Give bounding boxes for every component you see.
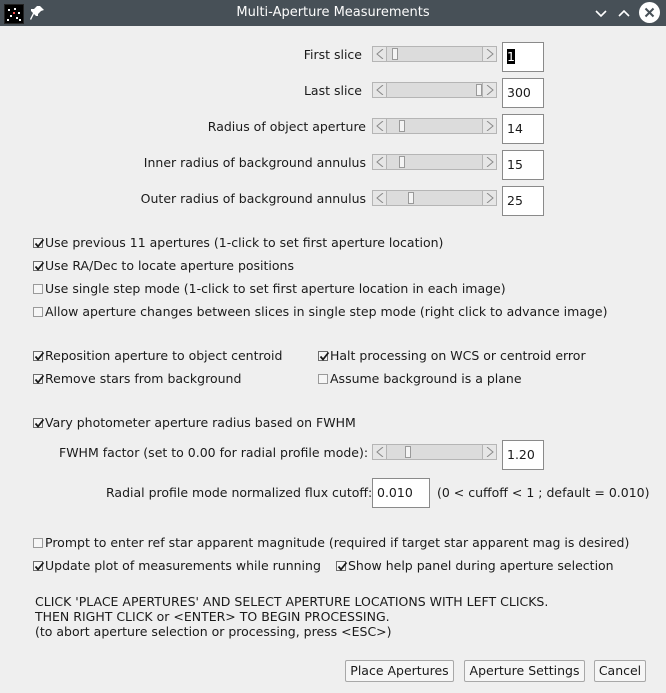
checkbox-box[interactable] <box>33 418 43 428</box>
checkmark-icon <box>34 261 45 272</box>
checkbox-box[interactable] <box>33 238 43 248</box>
outer-radius-slider[interactable] <box>372 190 497 206</box>
slider-right-arrow-icon[interactable] <box>482 47 496 61</box>
slider-thumb[interactable] <box>399 156 405 168</box>
checkbox-box[interactable] <box>318 374 328 384</box>
checkmark-icon <box>34 238 45 249</box>
slider-thumb[interactable] <box>405 446 411 458</box>
last-slice-field[interactable]: 300 <box>502 78 544 108</box>
minimize-icon[interactable] <box>591 3 611 23</box>
slider-right-arrow-icon[interactable] <box>482 119 496 133</box>
instruction-line-3: (to abort aperture selection or processing, press <ESC>) <box>35 624 392 639</box>
checkmark-icon <box>34 351 45 362</box>
radial-cutoff-hint: (0 < cuffoff < 1 ; default = 0.010) <box>437 485 650 500</box>
place-apertures-button[interactable]: Place Apertures <box>345 660 454 682</box>
checkbox-label: Allow aperture changes between slices in single step mode (right click to advance image) <box>45 304 608 319</box>
radial-cutoff-field[interactable]: 0.010 <box>372 478 430 508</box>
inner-radius-slider[interactable] <box>372 154 497 170</box>
checkbox-label: Vary photometer aperture radius based on FWHM <box>45 415 356 430</box>
aperture-settings-button[interactable]: Aperture Settings <box>464 660 585 682</box>
instruction-line-1: CLICK 'PLACE APERTURES' AND SELECT APERTURE LOCATIONS WITH LEFT CLICKS. <box>35 594 549 609</box>
maximize-icon[interactable] <box>614 3 634 23</box>
first-slice-field[interactable]: 1 <box>502 42 544 72</box>
inner-radius-field[interactable]: 15 <box>502 150 544 180</box>
checkbox-label: Remove stars from background <box>45 371 242 386</box>
slider-left-arrow-icon[interactable] <box>373 445 387 459</box>
instruction-line-2: THEN RIGHT CLICK or <ENTER> TO BEGIN PROCESSING. <box>35 609 390 624</box>
checkmark-icon <box>34 418 45 429</box>
checkbox-label: Halt processing on WCS or centroid error <box>330 348 586 363</box>
fwhm-slider[interactable] <box>372 444 497 460</box>
slider-right-arrow-icon[interactable] <box>482 445 496 459</box>
radial-cutoff-label: Radial profile mode normalized flux cutoff: <box>106 485 373 500</box>
checkbox-label: Reposition aperture to object centroid <box>45 348 283 363</box>
inner-radius-label: Inner radius of background annulus <box>143 155 366 170</box>
radius-object-field[interactable]: 14 <box>502 114 544 144</box>
first-slice-slider[interactable] <box>372 46 497 62</box>
checkbox-label: Use RA/Dec to locate aperture positions <box>45 258 294 273</box>
radius-object-slider[interactable] <box>372 118 497 134</box>
slider-left-arrow-icon[interactable] <box>373 155 387 169</box>
checkmark-icon <box>34 561 45 572</box>
checkbox-label: Use previous 11 apertures (1-click to set first aperture location) <box>45 235 444 250</box>
last-slice-slider[interactable] <box>372 82 497 98</box>
slider-thumb[interactable] <box>399 120 405 132</box>
slider-thumb[interactable] <box>408 192 414 204</box>
checkbox-label: Use single step mode (1-click to set first aperture location in each image) <box>45 281 506 296</box>
outer-radius-label: Outer radius of background annulus <box>140 191 366 206</box>
slider-left-arrow-icon[interactable] <box>373 47 387 61</box>
close-button[interactable] <box>639 2 660 23</box>
checkbox-label: Prompt to enter ref star apparent magnitude (required if target star apparent mag is desired) <box>45 535 630 550</box>
outer-radius-field[interactable]: 25 <box>502 186 544 216</box>
checkbox-label: Assume background is a plane <box>330 371 522 386</box>
fwhm-field[interactable]: 1.20 <box>502 440 544 470</box>
slider-left-arrow-icon[interactable] <box>373 83 387 97</box>
checkbox-box[interactable] <box>336 561 346 571</box>
checkbox-box[interactable] <box>318 351 328 361</box>
checkbox-box[interactable] <box>33 374 43 384</box>
checkbox-box[interactable] <box>33 538 43 548</box>
close-icon <box>639 2 660 23</box>
checkmark-icon <box>34 374 45 385</box>
checkmark-icon <box>337 561 348 572</box>
checkbox-box[interactable] <box>33 351 43 361</box>
slider-thumb[interactable] <box>392 48 398 60</box>
checkbox-box[interactable] <box>33 561 43 571</box>
slider-left-arrow-icon[interactable] <box>373 119 387 133</box>
checkbox-label: Show help panel during aperture selection <box>348 558 614 573</box>
title-bar <box>0 0 666 26</box>
checkbox-box[interactable] <box>33 307 43 317</box>
slider-right-arrow-icon[interactable] <box>482 155 496 169</box>
last-slice-label: Last slice <box>303 83 362 98</box>
checkbox-label: Update plot of measurements while running <box>45 558 321 573</box>
checkbox-box[interactable] <box>33 284 43 294</box>
cancel-button[interactable]: Cancel <box>594 660 646 682</box>
slider-right-arrow-icon[interactable] <box>482 191 496 205</box>
radius-object-label: Radius of object aperture <box>207 119 366 134</box>
checkmark-icon <box>319 351 330 362</box>
first-slice-label: First slice <box>303 47 362 62</box>
slider-right-arrow-icon[interactable] <box>482 83 496 97</box>
checkbox-box[interactable] <box>33 261 43 271</box>
fwhm-label: FWHM factor (set to 0.00 for radial profile mode): <box>59 445 369 460</box>
slider-left-arrow-icon[interactable] <box>373 191 387 205</box>
window-title: Multi-Aperture Measurements <box>236 5 430 20</box>
